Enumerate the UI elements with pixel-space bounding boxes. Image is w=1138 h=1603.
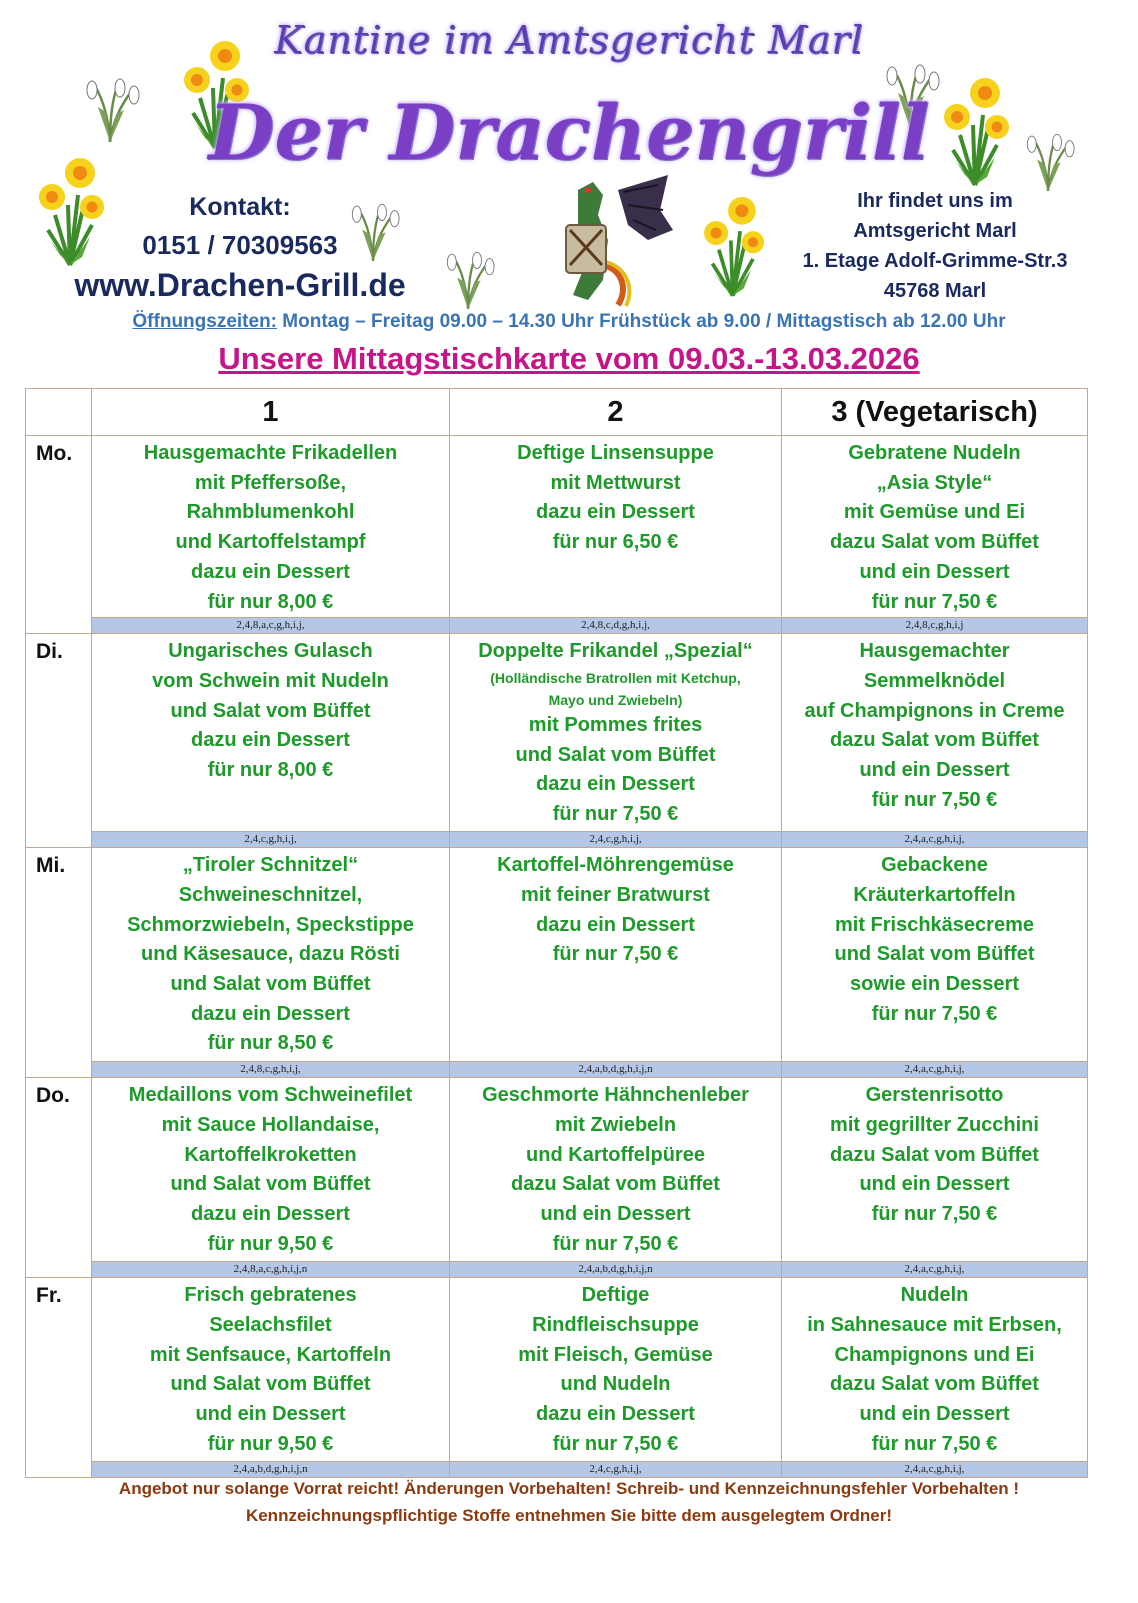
dish-line: und Kartoffelpüree (526, 1143, 705, 1166)
allergen-codes: 2,4,a,c,g,h,i,j, (782, 1262, 1088, 1278)
dish-line: und Kartoffelstampf (175, 531, 366, 554)
menu-day-row (26, 848, 1088, 1062)
dish-line: dazu ein Dessert (191, 560, 350, 583)
footer-allergen-note: Kennzeichnungspflichtige Stoffe entnehmen Sie bitte dem ausgelegtem Ordner! (245, 1506, 893, 1525)
dish-cell (450, 848, 782, 1062)
week-menu-title (0, 341, 1138, 377)
allergen-codes: 2,4,a,b,d,g,h,i,j,n (450, 1262, 782, 1278)
column-header-vegetarian: 3 (Vegetarisch) (782, 389, 1088, 436)
dish-line: Kartoffelkroketten (184, 1143, 357, 1166)
dragon-logo-icon (548, 170, 678, 310)
dish-line: mit Gemüse und Ei (843, 501, 1026, 524)
dish-line: Schweineschnitzel, (178, 883, 363, 906)
restaurant-title: Der Drachengrill (208, 88, 930, 177)
dish-cell (450, 436, 782, 618)
dish-line: dazu ein Dessert (191, 1203, 350, 1226)
allergen-codes: 2,4,8,a,c,g,h,i,j,n (92, 1262, 450, 1278)
dish-cell (92, 1078, 450, 1262)
dish-line: Deftige Linsensuppe (517, 442, 714, 464)
allergen-codes: 2,4,8,c,g,h,i,j (782, 618, 1088, 634)
dish-line: und Salat vom Büffet (170, 699, 371, 722)
opening-hours-text: Montag – Freitag 09.00 – 14.30 Uhr Frühstück ab 9.00 / Mittagstisch ab 12.00 Uhr (277, 311, 1006, 332)
dish-line: Hausgemachter (859, 640, 1010, 663)
dish-line: Frisch gebratenes (184, 1284, 357, 1307)
dish-line: Doppelte Frikandel „Spezial“ (478, 640, 753, 663)
snowdrop-icon (440, 228, 505, 318)
dish-line: Seelachsfilet (209, 1313, 332, 1336)
dish-line: und Salat vom Büffet (170, 1173, 371, 1196)
allergen-codes: 2,4,a,b,d,g,h,i,j,n (450, 1062, 782, 1078)
dish-line: sowie ein Dessert (850, 973, 1019, 996)
dish-line: für nur 7,50 € (552, 803, 679, 826)
dish-line: mit Frischkäsecreme (834, 913, 1034, 936)
dish-line: Medaillons vom Schweinefilet (128, 1084, 413, 1107)
dish-line: Deftige (581, 1284, 650, 1307)
dish-line: und Käsesauce, dazu Rösti (141, 943, 400, 966)
dish-line: mit Pommes frites (528, 713, 703, 736)
menu-body (26, 436, 1088, 1478)
dish-line: Gebratene Nudeln (848, 442, 1021, 464)
dish-line: und Salat vom Büffet (834, 943, 1035, 966)
dish-cell (92, 634, 450, 832)
dish-cell (92, 436, 450, 618)
dish-line: und ein Dessert (859, 759, 1010, 782)
dish-line: auf Champignons in Creme (804, 699, 1065, 722)
dish-line: für nur 8,50 € (207, 1032, 334, 1055)
dish-line: für nur 8,00 € (207, 759, 334, 782)
menu-day-row (26, 1278, 1088, 1462)
dish-line: Semmelknödel (863, 669, 1006, 692)
menu-day-row (26, 436, 1088, 618)
dish-line: Geschmorte Hähnchenleber (482, 1084, 749, 1107)
dish-line: dazu Salat vom Büffet (511, 1173, 720, 1196)
dish-line: für nur 6,50 € (552, 531, 679, 554)
dish-line: und ein Dessert (859, 1173, 1010, 1196)
day-label: Di. (26, 634, 92, 848)
dish-line: und Salat vom Büffet (170, 1373, 371, 1396)
allergen-codes: 2,4,a,c,g,h,i,j, (782, 832, 1088, 848)
address-block (790, 186, 1080, 306)
dish-line: mit Fleisch, Gemüse (518, 1343, 713, 1366)
dish-line: dazu ein Dessert (191, 1002, 350, 1025)
column-header-2: 2 (450, 389, 782, 436)
address-line: Ihr findet uns im (857, 190, 1013, 212)
contact-label: Kontakt: (189, 193, 291, 221)
allergen-row (26, 1062, 1088, 1078)
dish-line: für nur 7,50 € (871, 788, 998, 811)
daffodil-icon (695, 185, 775, 305)
dish-line: und ein Dessert (540, 1203, 691, 1226)
dish-line: dazu Salat vom Büffet (830, 1373, 1039, 1396)
day-label: Mi. (26, 848, 92, 1078)
allergen-codes: 2,4,c,g,h,i,j, (92, 832, 450, 848)
dish-line: mit Senfsauce, Kartoffeln (149, 1343, 392, 1366)
allergen-codes: 2,4,c,g,h,i,j, (450, 1462, 782, 1478)
dish-line: Gerstenrisotto (865, 1084, 1004, 1107)
table-header-row (26, 389, 1088, 436)
dish-line: Rindfleischsuppe (532, 1313, 699, 1336)
dish-line: Hausgemachte Frikadellen (143, 442, 398, 464)
menu-day-row (26, 634, 1088, 832)
dish-line: und ein Dessert (859, 1403, 1010, 1426)
dish-line: für nur 7,50 € (871, 1432, 998, 1455)
dish-line: Nudeln (900, 1284, 969, 1307)
dish-line: Schmorzwiebeln, Speckstippe (127, 913, 414, 936)
allergen-codes: 2,4,c,g,h,i,j, (450, 832, 782, 848)
dish-cell (450, 1078, 782, 1262)
address-line: 45768 Marl (883, 280, 987, 302)
week-menu-title-text: Unsere Mittagstischkarte vom 09.03.-13.03.2026 (218, 341, 920, 376)
dish-line: „Tiroler Schnitzel“ (182, 854, 359, 877)
allergen-row (26, 832, 1088, 848)
allergen-codes: 2,4,a,c,g,h,i,j, (782, 1462, 1088, 1478)
menu-table (25, 388, 1088, 1478)
dish-cell (782, 436, 1088, 618)
dish-line: mit Mettwurst (550, 471, 681, 494)
day-label: Mo. (26, 436, 92, 634)
allergen-codes: 2,4,8,a,c,g,h,i,j, (92, 618, 450, 634)
dish-line: Ungarisches Gulasch (168, 640, 373, 663)
website-link[interactable]: www.Drachen-Grill.de (74, 267, 406, 303)
dish-line: in Sahnesauce mit Erbsen, (807, 1313, 1062, 1336)
allergen-codes: 2,4,8,c,d,g,h,i,j, (450, 618, 782, 634)
canteen-subtitle: Kantine im Amtsgericht Marl (274, 18, 864, 62)
allergen-codes: 2,4,a,c,g,h,i,j, (782, 1062, 1088, 1078)
dish-line: mit Zwiebeln (554, 1113, 677, 1136)
dish-line: für nur 7,50 € (552, 943, 679, 966)
dish-line: dazu ein Dessert (536, 773, 695, 796)
dish-cell (450, 634, 782, 832)
address-line: Amtsgericht Marl (853, 220, 1017, 242)
dish-note-line: Mayo und Zwiebeln) (548, 691, 683, 708)
column-header-day (26, 389, 92, 436)
contact-phone[interactable]: 0151 / 70309563 (142, 230, 338, 260)
dish-line: Gebackene (881, 854, 988, 877)
dish-cell (450, 1278, 782, 1462)
dish-line: dazu ein Dessert (536, 913, 695, 936)
allergen-row (26, 618, 1088, 634)
footer-disclaimer: Angebot nur solange Vorrat reicht! Änderungen Vorbehalten! Schreib- und Kennzeichnungsfehler Vorbehalten ! (118, 1479, 1020, 1498)
dish-line: und Nudeln (560, 1373, 671, 1396)
allergen-codes: 2,4,8,c,g,h,i,j, (92, 1062, 450, 1078)
dish-cell (782, 1078, 1088, 1262)
dish-line: und ein Dessert (195, 1403, 346, 1426)
dish-line: dazu ein Dessert (536, 1403, 695, 1426)
dish-line: dazu ein Dessert (536, 501, 695, 524)
dish-line: mit gegrillter Zucchini (830, 1113, 1039, 1136)
dish-line: und Salat vom Büffet (170, 973, 371, 996)
dish-note-line: (Holländische Bratrollen mit Ketchup, (490, 669, 741, 686)
allergen-codes: 2,4,a,b,d,g,h,i,j,n (92, 1462, 450, 1478)
dish-cell (92, 848, 450, 1062)
dish-line: Kartoffel-Möhrengemüse (497, 854, 734, 877)
dish-line: für nur 8,00 € (207, 590, 334, 613)
dish-line: und ein Dessert (859, 560, 1010, 583)
menu-day-row (26, 1078, 1088, 1262)
dish-line: für nur 7,50 € (871, 1203, 998, 1226)
dish-line: für nur 7,50 € (552, 1432, 679, 1455)
dish-line: Rahmblumenkohl (186, 501, 355, 524)
dish-cell (782, 848, 1088, 1062)
allergen-row (26, 1262, 1088, 1278)
dish-line: für nur 9,50 € (207, 1232, 334, 1255)
dish-line: dazu ein Dessert (191, 729, 350, 752)
opening-hours-label: Öffnungszeiten: (132, 311, 278, 332)
dish-line: für nur 7,50 € (552, 1232, 679, 1255)
dish-line: mit Pfeffersoße, (194, 471, 347, 494)
dish-line: mit feiner Bratwurst (521, 883, 710, 906)
dish-line: und Salat vom Büffet (515, 743, 716, 766)
dish-cell (782, 1278, 1088, 1462)
dish-line: Champignons und Ei (834, 1343, 1035, 1366)
dish-line: Kräuterkartoffeln (853, 883, 1016, 906)
dish-line: vom Schwein mit Nudeln (152, 669, 389, 692)
allergen-row (26, 1462, 1088, 1478)
dish-cell (92, 1278, 450, 1462)
dish-line: „Asia Style“ (876, 471, 993, 494)
dish-line: dazu Salat vom Büffet (830, 1143, 1039, 1166)
dish-line: für nur 7,50 € (871, 1002, 998, 1025)
dish-line: mit Sauce Hollandaise, (161, 1113, 380, 1136)
dish-line: für nur 7,50 € (871, 590, 998, 613)
dish-cell (782, 634, 1088, 832)
dish-line: dazu Salat vom Büffet (830, 729, 1039, 752)
dish-line: für nur 9,50 € (207, 1432, 334, 1455)
dish-line: dazu Salat vom Büffet (830, 531, 1039, 554)
opening-hours (0, 311, 1138, 333)
column-header-1: 1 (92, 389, 450, 436)
day-label: Do. (26, 1078, 92, 1278)
day-label: Fr. (26, 1278, 92, 1478)
address-line: 1. Etage Adolf-Grimme-Str.3 (802, 250, 1068, 272)
